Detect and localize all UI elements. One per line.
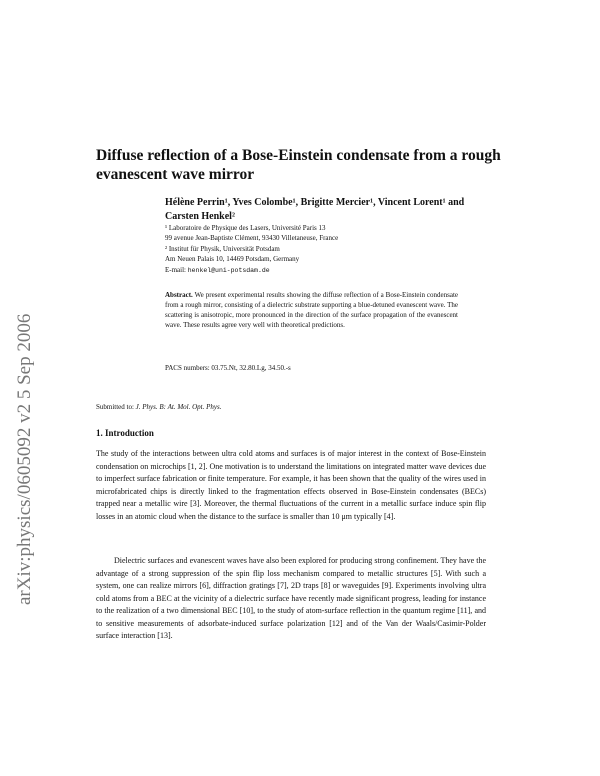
- journal-name: J. Phys. B: At. Mol. Opt. Phys.: [135, 403, 222, 411]
- email-line: [165, 266, 270, 274]
- email-address: henkel@uni-potsdam.de: [187, 267, 270, 274]
- submitted-label: Submitted to:: [96, 403, 134, 411]
- affiliation-1-line1: ¹ Laboratoire de Physique des Lasers, Université Paris 13: [165, 224, 326, 232]
- intro-paragraph-2: [96, 555, 486, 643]
- email-label: E-mail:: [165, 266, 186, 274]
- pacs-numbers: PACS numbers: 03.75.Nt, 32.80.Lg, 34.50.-s: [165, 364, 291, 372]
- affiliation-1: [165, 223, 465, 243]
- intro-paragraph-1: [96, 448, 486, 523]
- arxiv-stamp: [2, 205, 42, 605]
- affiliation-2: [165, 244, 465, 264]
- affiliation-2-line1: ² Institut für Physik, Universität Potsdam: [165, 245, 280, 253]
- abstract-text: We present experimental results showing the diffuse reflection of a Bose-Einstein condensate from a rough mirror, consisting of a dielectric substrate supporting a blue-detuned evanescent wave. The scattering is anisotropic, more pronounced in the direction of the surface propagation of the evanescent wave. These results agree very well with theoretical predictions.: [165, 291, 458, 329]
- submitted-to: [96, 403, 221, 411]
- section-heading: 1. Introduction: [96, 428, 154, 438]
- affiliation-1-line2: 99 avenue Jean-Baptiste Clément, 93430 Villetaneuse, France: [165, 234, 339, 242]
- paper-title: Diffuse reflection of a Bose-Einstein condensate from a rough evanescent wave mirror: [96, 147, 501, 183]
- abstract-label: Abstract.: [165, 291, 193, 299]
- author-list: Hélène Perrin¹, Yves Colombe¹, Brigitte Mercier¹, Vincent Lorent¹ and Carsten Henkel²: [165, 197, 465, 222]
- paragraph-2-text: Dielectric surfaces and evanescent waves have also been explored for producing strong confinement. They have the advantage of a strong suppression of the spin flip loss mechanism compared to metallic structures [5]. With such a system, one can realize mirrors [6], diffraction gratings [7], 2D traps [8] or waveguides [9]. Experiments involving ultra cold atoms from a BEC at the vicinity of a dielectric surface have recently made significant progress, leading for instance to the realization of a two dimensional BEC [10], to the study of atom-surface reflection in the quantum regime [11], and to sensitive measurements of adsorbate-induced surface polarization [12] and of the Van der Waals/Casimir-Polder surface interaction [13].: [96, 556, 486, 640]
- abstract: [165, 290, 458, 330]
- affiliation-2-line2: Am Neuen Palais 10, 14469 Potsdam, Germany: [165, 255, 300, 263]
- paragraph-1-text: The study of the interactions between ultra cold atoms and surfaces is of major interest in the context of Bose-Einstein condensation on microchips [1, 2]. One motivation is to understand the limitations on integrated matter wave devices due to imperfect surface fabrication or finite temperature. For example, it has been shown that the quality of the wires used in microfabricated chips is directly linked to the fragmentation effects observed in Bose-Einstein condensates (BECs) trapped near a metallic wire [3]. Moreover, the thermal fluctuations of the current in a metallic surface induce spin flip losses in an atomic cloud when the distance to the surface is smaller than 10 μm typically [4].: [96, 449, 486, 521]
- arxiv-id: arXiv:physics/0605092 v2 5 Sep 2006: [14, 313, 35, 605]
